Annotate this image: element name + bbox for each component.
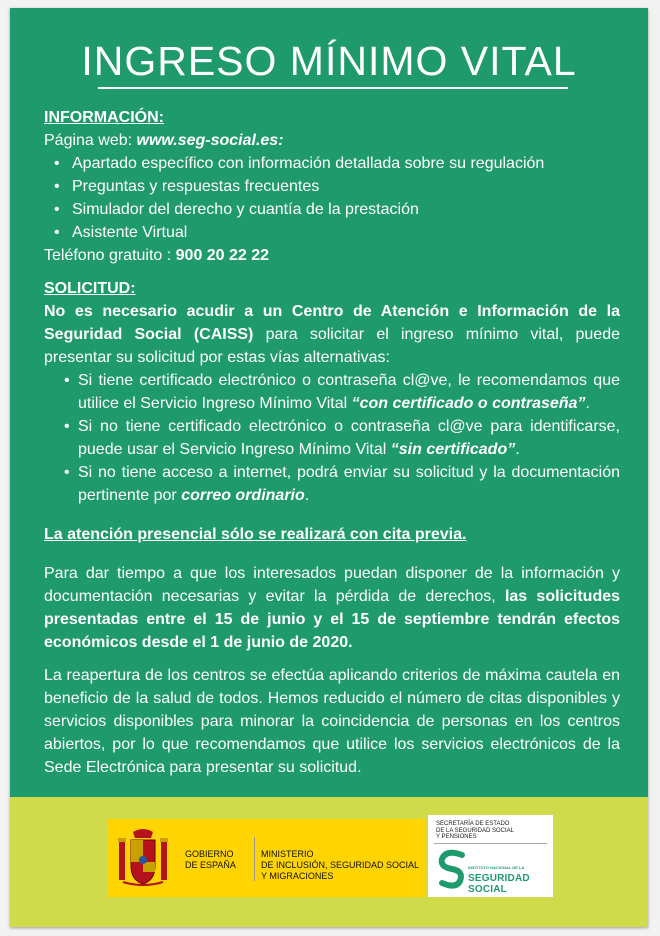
service-name: “con certificado o contraseña” — [351, 395, 586, 412]
coat-of-arms-icon — [117, 828, 169, 888]
web-url[interactable]: www.seg-social.es: — [136, 132, 284, 149]
solicitud-item-1 — [44, 369, 620, 415]
phone-line — [44, 244, 620, 267]
solicitud-intro-bold: No es necesario acudir a un Centro de Atención e Información de la Seguridad Social (CAISS) — [44, 303, 620, 343]
seguridad-social-logo-block — [428, 815, 553, 897]
ministerio-text: MINISTERIO DE INCLUSIÓN, SEGURIDAD SOCIAL Y MIGRACIONES — [261, 849, 420, 881]
info-item: • Asistente Virtual — [72, 221, 620, 244]
solicitud-item-3 — [44, 461, 620, 507]
paragraph-bold: las solicitudes presentadas entre el 15 de junio y el 15 de septiembre tendrán efectos económicos desde el 1 de junio de 2020. — [44, 588, 621, 651]
paragraph-plazos — [44, 562, 620, 654]
mail-method: correo ordinario — [181, 487, 305, 504]
item-end: . — [585, 395, 590, 412]
item-text: Si tiene certificado electrónico o contraseña cl@ve, le recomendamos que utilice el Servicio Ingreso Mínimo Vital — [78, 372, 620, 412]
secretaria-text: SECRETARÍA DE ESTADO DE LA SEGURIDAD SOCIAL Y PENSIONES — [436, 821, 515, 840]
info-item: • Simulador del derecho y cuantía de la prestación — [72, 198, 620, 221]
cita-previa-notice: La atención presencial sólo se realizará con cita previa. — [44, 526, 467, 543]
poster — [10, 8, 648, 927]
solicitud-heading: SOLICITUD: — [44, 280, 136, 297]
info-list — [44, 152, 620, 244]
solicitud-item-2 — [44, 415, 620, 461]
solicitud-intro-rest: para solicitar el ingreso mínimo vital, puede presentar su solicitud por estas vías alternativas: — [44, 326, 620, 366]
footer-logos — [10, 797, 648, 927]
info-item: • Preguntas y respuestas frecuentes — [72, 175, 620, 198]
solicitud-intro — [44, 300, 620, 369]
web-line — [44, 129, 620, 152]
page-title: INGRESO MÍNIMO VITAL — [81, 38, 577, 84]
gobierno-text: GOBIERNO DE ESPAÑA — [185, 849, 236, 870]
item-end: . — [304, 487, 310, 504]
instituto-text: INSTITUTO NACIONAL DE LA — [468, 865, 525, 870]
phone-label: Teléfono gratuito : — [44, 247, 176, 264]
logo-divider — [254, 837, 255, 881]
paragraph-reapertura: La reapertura de los centros se efectúa aplicando criterios de máxima cautela en beneficio de la salud de todos. Hemos reducido el número de citas disponibles y servicios disponibles para minorar la coincidencia de personas en los centros abiertos, por lo que recomendamos que utilice los servicios electrónicos de la Sede Electrónica para presentar su solicitud. — [44, 667, 620, 776]
government-logo-block — [107, 819, 425, 897]
service-name: “sin certificado” — [390, 441, 516, 458]
title-underline — [98, 87, 568, 89]
seguridad-social-text: SEGURIDAD SOCIAL — [468, 873, 530, 895]
seguridad-social-logo-icon — [438, 849, 466, 889]
info-heading: INFORMACIÓN: — [44, 109, 164, 126]
main-content — [44, 106, 620, 779]
info-item: • Apartado específico con información detallada sobre su regulación — [72, 152, 620, 175]
logo-divider — [434, 843, 547, 844]
web-label: Página web: — [44, 132, 137, 149]
item-end: . — [515, 441, 520, 458]
item-text: Si no tiene certificado electrónico o contraseña cl@ve para identificarse, puede usar el Servicio Ingreso Mínimo Vital — [78, 418, 620, 458]
phone-number: 900 20 22 22 — [175, 247, 270, 264]
item-text: Si no tiene acceso a internet, podrá enviar su solicitud y la documentación pertinente por — [78, 464, 620, 504]
paragraph-text: Para dar tiempo a que los interesados puedan disponer de la información y documentación necesarias y evitar la pérdida de derechos, — [44, 565, 620, 605]
